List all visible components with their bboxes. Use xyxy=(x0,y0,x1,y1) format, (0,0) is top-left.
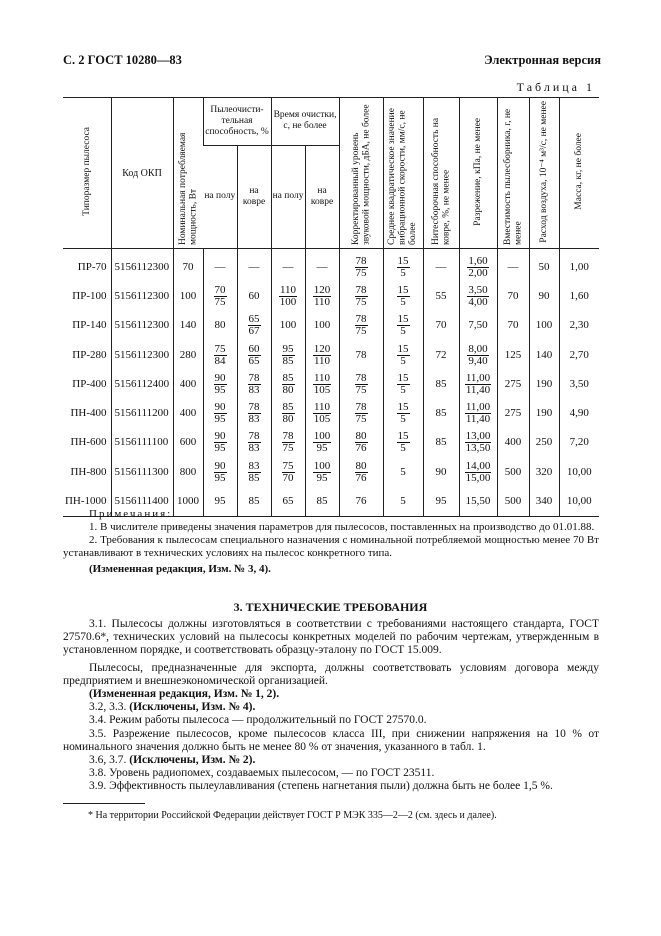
cell-noise: 76 xyxy=(339,486,383,516)
cell-dust-carpet: $\frac{65}{67}$ xyxy=(237,311,271,340)
cell-power: 100 xyxy=(173,281,203,310)
cell-dust-carpet: 85 xyxy=(237,486,271,516)
col-vacuum-header: Разрежение, кПа, не менее xyxy=(459,98,497,249)
col-dust-carpet-header: на ковре xyxy=(237,145,271,248)
cell-time-carpet: $\frac{100}{95}$ xyxy=(305,428,339,457)
cell-thread: — xyxy=(423,249,459,282)
cell-thread: 55 xyxy=(423,281,459,310)
cell-thread: 72 xyxy=(423,340,459,369)
cell-dust-floor: $\frac{90}{95}$ xyxy=(203,428,237,457)
cell-dust-floor: $\frac{75}{84}$ xyxy=(203,340,237,369)
cell-capacity: 275 xyxy=(497,398,529,427)
col-mass-header: Масса, кг, не более xyxy=(559,98,599,249)
cell-airflow: 140 xyxy=(529,340,559,369)
cell-size: ПН-400 xyxy=(70,407,107,420)
col-dust-group-header: Пылеочисти-тельная способность, % xyxy=(203,98,271,146)
cell-okp: 5156112300 xyxy=(111,281,173,310)
cell-time-carpet: $\frac{100}{95}$ xyxy=(305,457,339,486)
cell-time-carpet: 85 xyxy=(305,486,339,516)
cell-dust-carpet: $\frac{78}{83}$ xyxy=(237,428,271,457)
footnote: * На территории Российской Федерации действует ГОСТ Р МЭК 335—2—2 (см. здесь и далее). xyxy=(88,810,497,821)
col-capacity-header: Вместимость пылесборника, г, не менее xyxy=(497,98,529,249)
col-noise-header: Корректированный уровень звуковой мощности, дБА, не более xyxy=(339,98,383,249)
col-time-group-header: Время очистки, с, не более xyxy=(271,98,339,146)
cell-dust-carpet: $\frac{78}{83}$ xyxy=(237,398,271,427)
cell-noise: $\frac{80}{76}$ xyxy=(339,428,383,457)
cell-power: 400 xyxy=(173,369,203,398)
cell-mass: 10,00 xyxy=(559,457,599,486)
cell-okp: 5156112400 xyxy=(111,369,173,398)
cell-okp: 5156111400 xyxy=(111,486,173,516)
cell-okp: 5156111300 xyxy=(111,457,173,486)
cell-dust-floor: $\frac{90}{95}$ xyxy=(203,398,237,427)
para-3-8: 3.8. Уровень радиопомех, создаваемых пылесосом, — по ГОСТ 23511. xyxy=(89,767,435,780)
col-okp-header: Код ОКП xyxy=(111,98,173,249)
cell-time-floor: — xyxy=(271,249,305,282)
cell-noise: $\frac{80}{76}$ xyxy=(339,457,383,486)
table-row xyxy=(63,369,599,398)
cell-dust-floor: $\frac{90}{95}$ xyxy=(203,369,237,398)
cell-capacity: 275 xyxy=(497,369,529,398)
cell-size: ПН-600 xyxy=(70,436,107,449)
cell-thread: 85 xyxy=(423,428,459,457)
cell-dust-carpet: $\frac{78}{83}$ xyxy=(237,369,271,398)
cell-noise: $\frac{78}{75}$ xyxy=(339,369,383,398)
page-header-left: С. 2 ГОСТ 10280—83 xyxy=(63,53,182,67)
cell-vacuum: 7,50 xyxy=(459,311,497,340)
col-time-floor-header: на полу xyxy=(271,145,305,248)
table-row xyxy=(63,457,599,486)
cell-vibration: $\frac{15}{5}$ xyxy=(383,340,423,369)
cell-vibration: $\frac{15}{5}$ xyxy=(383,311,423,340)
footnote-rule xyxy=(63,803,145,804)
col-size-header: Типоразмер пылесоса xyxy=(63,98,111,249)
cell-size: ПР-280 xyxy=(72,348,107,361)
cell-okp: 5156112300 xyxy=(111,340,173,369)
col-vibration-header: Среднее квадратическое значение вибрационной скорости, мм/с, не более xyxy=(383,98,423,249)
cell-capacity: 500 xyxy=(497,457,529,486)
cell-capacity: 400 xyxy=(497,428,529,457)
cell-thread: 90 xyxy=(423,457,459,486)
table-row xyxy=(63,281,599,310)
cell-time-floor: $\frac{95}{85}$ xyxy=(271,340,305,369)
cell-time-carpet: 100 xyxy=(305,311,339,340)
cell-dust-carpet: — xyxy=(237,249,271,282)
cell-noise: $\frac{78}{75}$ xyxy=(339,398,383,427)
para-3-9: 3.9. Эффективность пылеулавливания (степень нагнетания пыли) должна быть не более 1,5 %. xyxy=(89,780,553,793)
parameters-table xyxy=(63,97,599,517)
col-thread-header: Нитесборочная способность на ковре, %, не менее xyxy=(423,98,459,249)
note-2: 2. Требования к пылесосам специального назначения с номинальной потребляемой мощностью менее 70 Вт устанавливают в технических условиях на пылесос конкретного типа. xyxy=(63,534,599,559)
cell-time-carpet: $\frac{110}{105}$ xyxy=(305,398,339,427)
cell-airflow: 250 xyxy=(529,428,559,457)
cell-dust-carpet: $\frac{83}{85}$ xyxy=(237,457,271,486)
cell-noise: $\frac{78}{75}$ xyxy=(339,281,383,310)
para-revision-1: (Измененная редакция, Изм. № 1, 2). xyxy=(89,688,280,701)
cell-time-floor: $\frac{85}{80}$ xyxy=(271,369,305,398)
cell-capacity: 70 xyxy=(497,311,529,340)
cell-power: 70 xyxy=(173,249,203,282)
table-row xyxy=(63,428,599,457)
cell-thread: 85 xyxy=(423,369,459,398)
cell-airflow: 190 xyxy=(529,398,559,427)
cell-power: 140 xyxy=(173,311,203,340)
cell-time-floor: 65 xyxy=(271,486,305,516)
cell-airflow: 320 xyxy=(529,457,559,486)
cell-noise: $\frac{78}{75}$ xyxy=(339,311,383,340)
cell-vacuum: $\frac{8,00}{9,40}$ xyxy=(459,340,497,369)
cell-vibration: $\frac{15}{5}$ xyxy=(383,369,423,398)
cell-mass: 4,90 xyxy=(559,398,599,427)
page-header-right: Электронная версия xyxy=(484,53,601,67)
cell-mass: 3,50 xyxy=(559,369,599,398)
cell-mass: 1,60 xyxy=(559,281,599,310)
para-3-6: 3.6, 3.7. (Исключены, Изм. № 2). xyxy=(89,754,256,767)
table-row xyxy=(63,311,599,340)
cell-dust-floor: — xyxy=(203,249,237,282)
cell-time-floor: $\frac{78}{75}$ xyxy=(271,428,305,457)
cell-dust-floor: 80 xyxy=(203,311,237,340)
cell-mass: 7,20 xyxy=(559,428,599,457)
cell-airflow: 100 xyxy=(529,311,559,340)
cell-okp: 5156112300 xyxy=(111,311,173,340)
col-power-header: Номинальная потребляемая мощность, Вт xyxy=(173,98,203,249)
col-airflow-header: Расход воздуха, 10⁻⁴ м³/с, не менее xyxy=(529,98,559,249)
para-export: Пылесосы, предназначенные для экспорта, должны соответствовать условиям договора между предприятием и внешнеэкономической организацией. xyxy=(63,661,599,687)
cell-capacity: 500 xyxy=(497,486,529,516)
cell-time-floor: $\frac{85}{80}$ xyxy=(271,398,305,427)
cell-size: ПР-400 xyxy=(72,377,107,390)
cell-vacuum: $\frac{1,60}{2,00}$ xyxy=(459,249,497,282)
cell-time-carpet: — xyxy=(305,249,339,282)
cell-noise: 78 xyxy=(339,340,383,369)
cell-vibration: $\frac{15}{5}$ xyxy=(383,281,423,310)
cell-mass: 1,00 xyxy=(559,249,599,282)
cell-time-floor: $\frac{75}{70}$ xyxy=(271,457,305,486)
cell-vibration: 5 xyxy=(383,457,423,486)
cell-time-floor: 100 xyxy=(271,311,305,340)
cell-vibration: $\frac{15}{5}$ xyxy=(383,398,423,427)
cell-vibration: $\frac{15}{5}$ xyxy=(383,249,423,282)
cell-vibration: 5 xyxy=(383,486,423,516)
col-dust-floor-header: на полу xyxy=(203,145,237,248)
cell-thread: 70 xyxy=(423,311,459,340)
cell-dust-floor: $\frac{90}{95}$ xyxy=(203,457,237,486)
table-row xyxy=(63,340,599,369)
cell-dust-floor: $\frac{70}{75}$ xyxy=(203,281,237,310)
table-label: Таблица 1 xyxy=(516,80,595,94)
cell-power: 400 xyxy=(173,398,203,427)
para-3-5: 3.5. Разрежение пылесосов, кроме пылесосов класса III, при снижении напряжения на 10 % от номинального значения должно быть не менее 80 % от значения, указанного в табл. 1. xyxy=(63,727,599,753)
cell-vibration: $\frac{15}{5}$ xyxy=(383,428,423,457)
cell-dust-carpet: $\frac{60}{65}$ xyxy=(237,340,271,369)
note-1: 1. В числителе приведены значения параметров для пылесосов, поставленных на производство до 01.01.88. xyxy=(89,521,595,533)
table-row xyxy=(63,249,599,282)
cell-vacuum: $\frac{3,50}{4,00}$ xyxy=(459,281,497,310)
cell-vacuum: $\frac{13,00}{13,50}$ xyxy=(459,428,497,457)
section-body xyxy=(63,618,599,794)
cell-power: 600 xyxy=(173,428,203,457)
cell-airflow: 190 xyxy=(529,369,559,398)
para-3-2: 3.2, 3.3. (Исключены, Изм. № 4). xyxy=(89,701,256,714)
cell-size: ПН-1000 xyxy=(63,486,111,516)
cell-size: ПР-140 xyxy=(72,319,107,332)
cell-airflow: 340 xyxy=(529,486,559,516)
cell-vacuum: $\frac{14,00}{15,00}$ xyxy=(459,457,497,486)
cell-thread: 85 xyxy=(423,398,459,427)
cell-dust-carpet: 60 xyxy=(237,281,271,310)
cell-mass: 10,00 xyxy=(559,486,599,516)
para-3-4: 3.4. Режим работы пылесоса — продолжительный по ГОСТ 27570.0. xyxy=(89,714,427,727)
cell-capacity: 125 xyxy=(497,340,529,369)
table-notes xyxy=(63,508,599,576)
cell-size: ПР-70 xyxy=(77,260,107,273)
cell-vacuum: $\frac{11,00}{11,40}$ xyxy=(459,398,497,427)
cell-okp: 5156112300 xyxy=(111,249,173,282)
cell-airflow: 90 xyxy=(529,281,559,310)
notes-revision: (Измененная редакция, Изм. № 3, 4). xyxy=(89,563,271,575)
cell-okp: 5156111100 xyxy=(111,428,173,457)
cell-airflow: 50 xyxy=(529,249,559,282)
cell-noise: $\frac{78}{75}$ xyxy=(339,249,383,282)
cell-okp: 5156111200 xyxy=(111,398,173,427)
cell-size: ПН-800 xyxy=(70,465,107,478)
cell-vacuum: $\frac{11,00}{11,40}$ xyxy=(459,369,497,398)
section-title: 3. ТЕХНИЧЕСКИЕ ТРЕБОВАНИЯ xyxy=(233,600,428,614)
cell-mass: 2,30 xyxy=(559,311,599,340)
cell-thread: 95 xyxy=(423,486,459,516)
cell-time-carpet: $\frac{120}{110}$ xyxy=(305,340,339,369)
cell-size: ПР-100 xyxy=(72,289,107,302)
cell-time-floor: $\frac{110}{100}$ xyxy=(271,281,305,310)
cell-time-carpet: $\frac{120}{110}$ xyxy=(305,281,339,310)
cell-vacuum: 15,50 xyxy=(459,486,497,516)
cell-capacity: 70 xyxy=(497,281,529,310)
table-row xyxy=(63,398,599,427)
cell-power: 1000 xyxy=(173,486,203,516)
cell-dust-floor: 95 xyxy=(203,486,237,516)
cell-capacity: — xyxy=(497,249,529,282)
para-3-1: 3.1. Пылесосы должны изготовляться в соответствии с требованиями настоящего стандарта, ГОСТ 27570.6*, технических условий на пылесосы конкретных моделей по рабочим чертежам, утвержденным в установленном порядке, и соответствовать образцу-эталону по ГОСТ 15.009. xyxy=(63,618,599,657)
cell-mass: 2,70 xyxy=(559,340,599,369)
notes-title: Примечания: xyxy=(89,508,173,520)
cell-time-carpet: $\frac{110}{105}$ xyxy=(305,369,339,398)
cell-power: 280 xyxy=(173,340,203,369)
col-time-carpet-header: на ковре xyxy=(305,145,339,248)
cell-power: 800 xyxy=(173,457,203,486)
